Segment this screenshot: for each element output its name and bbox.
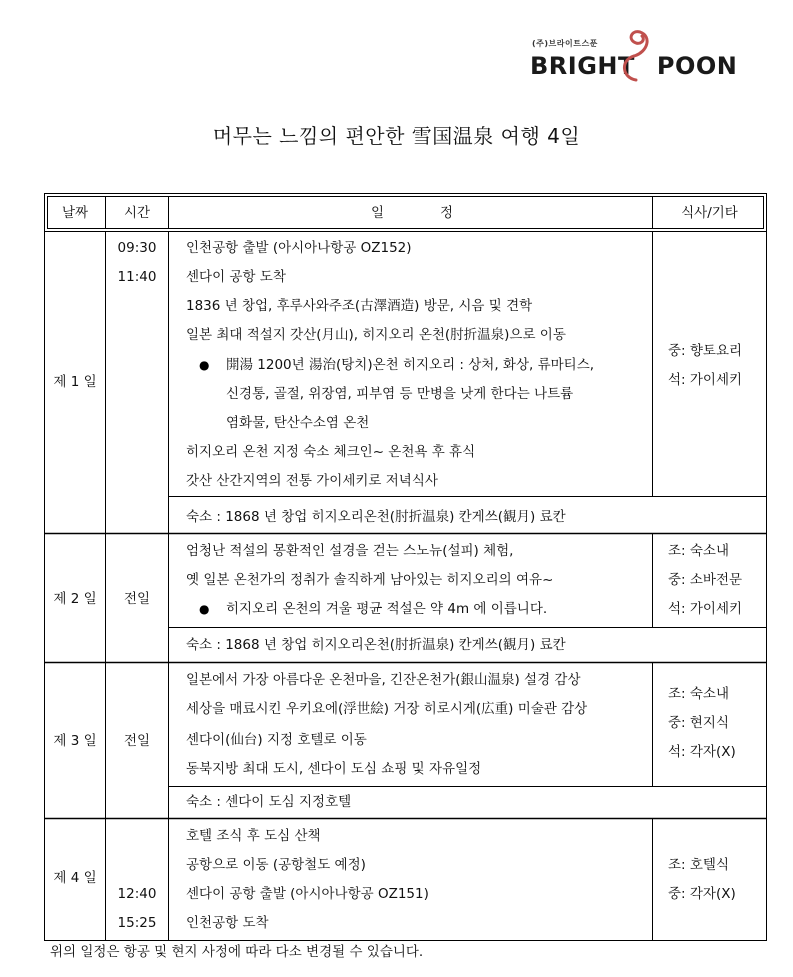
schedule-line: 갓산 산간지역의 전통 가이세키로 저녁식사 (186, 473, 438, 489)
schedule-line: 세상을 매료시킨 우키요에(浮世絵) 거장 히로시게(広重) 미술관 감상 (186, 701, 588, 717)
header-schedule-2: 정 (440, 205, 454, 221)
header-date: 날짜 (61, 205, 89, 221)
lodging-line: 숙소 : 1868 년 창업 히지오리온천(肘折温泉) 칸게쓰(観月) 료칸 (186, 637, 566, 653)
schedule-bullet-line: 염화물, 탄산수소염 온천 (226, 415, 370, 431)
meal-line: 석: 가이세키 (668, 372, 743, 388)
meal-line: 석: 각자(X) (668, 744, 736, 760)
schedule-line: 엄청난 적설의 몽환적인 설경을 걷는 스노뉴(설피) 체험, (186, 543, 514, 559)
day-1-time-2: 11:40 (117, 269, 157, 285)
page-title: 머무는 느낌의 편안한 雪国温泉 여행 4일 (212, 124, 581, 148)
day-2-time: 전일 (123, 591, 151, 607)
schedule-line: 센다이 공항 도착 (186, 269, 286, 285)
day-3-label: 제 3 일 (53, 733, 97, 749)
day-4-label: 제 4 일 (53, 870, 97, 886)
bullet-icon: ● (199, 602, 210, 616)
day-3-time: 전일 (123, 733, 151, 749)
meal-line: 석: 가이세키 (668, 601, 743, 617)
schedule-line: 일본 최대 적설지 갓산(月山), 히지오리 온천(肘折温泉)으로 이동 (186, 327, 566, 343)
schedule-line: 인천공항 출발 (아시아나항공 OZ152) (186, 240, 412, 256)
footnote: 위의 일정은 항공 및 현지 사정에 따라 다소 변경될 수 있습니다. (50, 944, 424, 960)
day-1-time-1: 09:30 (117, 240, 157, 256)
day-4-time-2: 15:25 (117, 915, 157, 931)
schedule-line: 동북지방 최대 도시, 센다이 도심 쇼핑 및 자유일정 (186, 761, 482, 777)
header-meal: 식사/기타 (681, 205, 738, 221)
logo-word-left: BRIGHT (530, 52, 635, 80)
meal-line: 중: 소바전문 (668, 572, 743, 588)
day-4-time-1: 12:40 (117, 886, 157, 902)
meal-line: 조: 숙소내 (668, 543, 730, 559)
schedule-line: 옛 일본 온천가의 정취가 솔직하게 남아있는 히지오리의 여유~ (186, 572, 554, 588)
schedule-line: 공항으로 이동 (공항철도 예정) (186, 857, 366, 873)
schedule-bullet-line: 開湯 1200년 湯治(탕치)온천 히지오리 : 상처, 화상, 류마티스, (226, 357, 595, 373)
schedule-line: 인천공항 도착 (186, 915, 269, 931)
day-1-label: 제 1 일 (53, 374, 97, 390)
bullet-icon: ● (199, 358, 210, 372)
day-2-label: 제 2 일 (53, 591, 97, 607)
lodging-line: 숙소 : 센다이 도심 지정호텔 (186, 794, 352, 810)
meal-line: 중: 각자(X) (668, 886, 736, 902)
schedule-line: 1836 년 창업, 후루사와주조(古澤酒造) 방문, 시음 및 견학 (186, 298, 533, 314)
lodging-line: 숙소 : 1868 년 창업 히지오리온천(肘折温泉) 칸게쓰(観月) 료칸 (186, 509, 566, 525)
schedule-bullet-line: 히지오리 온천의 겨울 평균 적설은 약 4m 에 이릅니다. (226, 601, 548, 617)
schedule-line: 호텔 조식 후 도심 산책 (186, 828, 321, 844)
meal-line: 조: 숙소내 (668, 686, 730, 702)
schedule-line: 일본에서 가장 아름다운 온천마을, 긴잔온천가(銀山温泉) 설경 감상 (186, 672, 581, 688)
schedule-line: 센다이(仙台) 지정 호텔로 이동 (186, 732, 367, 748)
schedule-line: 센다이 공항 출발 (아시아나항공 OZ151) (186, 886, 429, 902)
schedule-bullet-line: 신경통, 골절, 위장염, 피부염 등 만병을 낫게 한다는 나트륨 (226, 386, 574, 402)
header-time: 시간 (123, 205, 151, 221)
logo-word-right: POON (656, 52, 738, 80)
header-schedule-1: 일 (371, 205, 385, 221)
schedule-line: 히지오리 온천 지정 숙소 체크인~ 온천욕 후 휴식 (186, 444, 476, 460)
logo-company-name: (주)브라이트스푼 (532, 39, 598, 48)
meal-line: 중: 향토요리 (668, 343, 743, 359)
meal-line: 중: 현지식 (668, 715, 730, 731)
meal-line: 조: 호텔식 (668, 857, 730, 873)
